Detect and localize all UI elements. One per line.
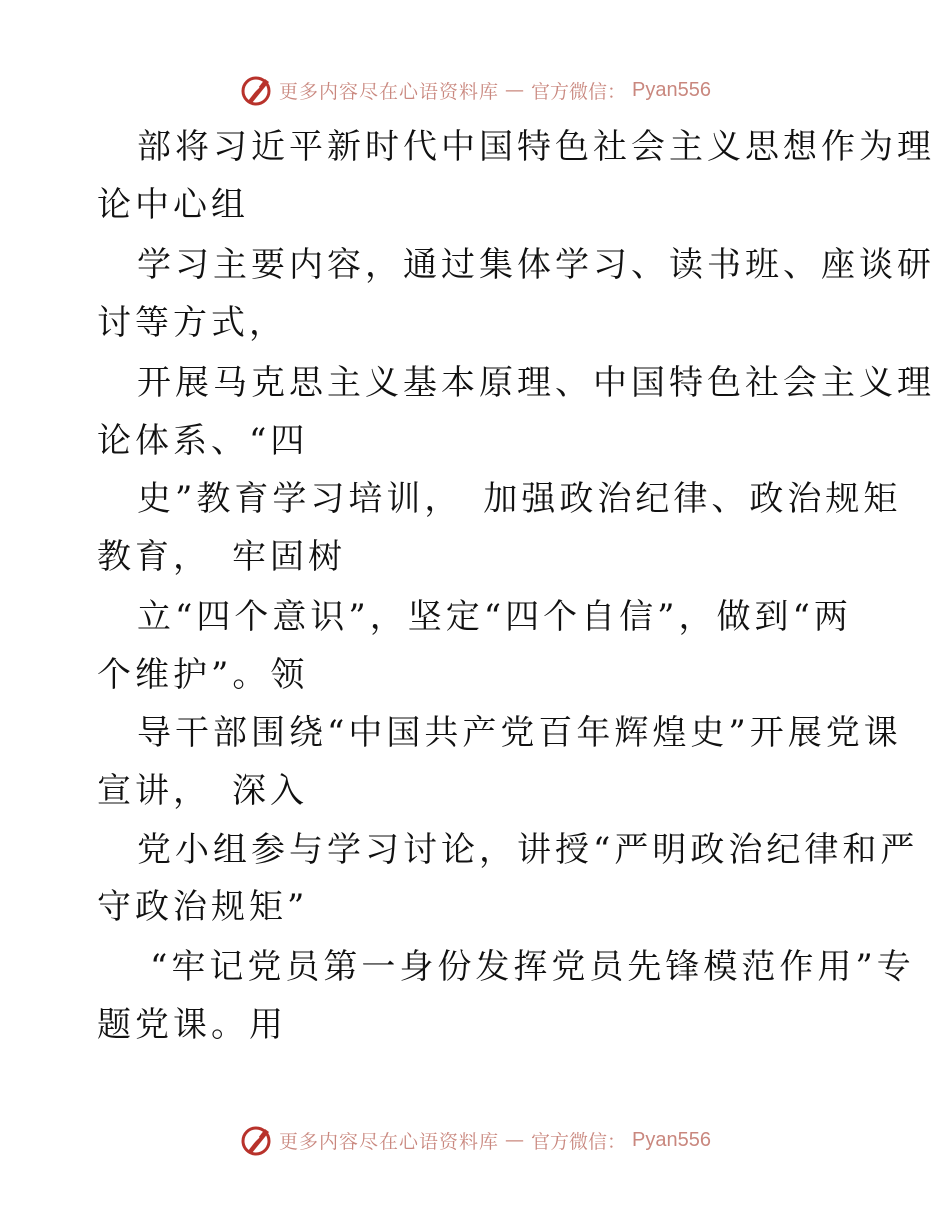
- body-line: “牢记党员第一身份发挥党员先锋模范作用”专: [150, 947, 915, 987]
- body-line: 守政治规矩”: [97, 887, 309, 927]
- body-line: 教育， 牢固树: [97, 537, 346, 577]
- body-line: 论体系、“四: [97, 421, 309, 461]
- banner-wechat-id: Pyan556: [632, 1128, 711, 1151]
- body-line: 题党课。用: [97, 1005, 287, 1045]
- banner-site-text: 更多内容尽在心语资料库: [279, 1130, 500, 1153]
- body-line: 部将习近平新时代中国特色社会主义思想作为理: [137, 127, 935, 167]
- body-line: 立“四个意识”，坚定“四个自信”，做到“两: [137, 597, 852, 637]
- body-line: 学习主要内容，通过集体学习、读书班、座谈研: [137, 245, 935, 285]
- body-line: 导干部围绕“中国共产党百年辉煌史”开展党课: [137, 713, 902, 753]
- banner-wechat-label: 官方微信：: [531, 1130, 627, 1153]
- body-line: 史”教育学习培训， 加强政治纪律、政治规矩: [137, 479, 902, 519]
- quill-logo-icon: [239, 1123, 273, 1157]
- banner-dash: —: [505, 79, 526, 101]
- body-line: 党小组参与学习讨论，讲授“严明政治纪律和严: [137, 830, 919, 870]
- banner-wechat-label: 官方微信：: [531, 80, 627, 103]
- body-line: 个维护”。领: [97, 655, 309, 695]
- body-line: 讨等方式，: [97, 303, 287, 343]
- footer-banner: [0, 1120, 950, 1160]
- body-line: 论中心组: [97, 185, 249, 225]
- body-line: 宣讲， 深入: [97, 771, 308, 811]
- header-banner: [0, 70, 950, 110]
- banner-wechat-id: Pyan556: [632, 78, 711, 101]
- banner-site-text: 更多内容尽在心语资料库: [279, 80, 500, 103]
- body-line: 开展马克思主义基本原理、中国特色社会主义理: [137, 363, 935, 403]
- banner-dash: —: [505, 1129, 526, 1151]
- quill-logo-icon: [239, 73, 273, 107]
